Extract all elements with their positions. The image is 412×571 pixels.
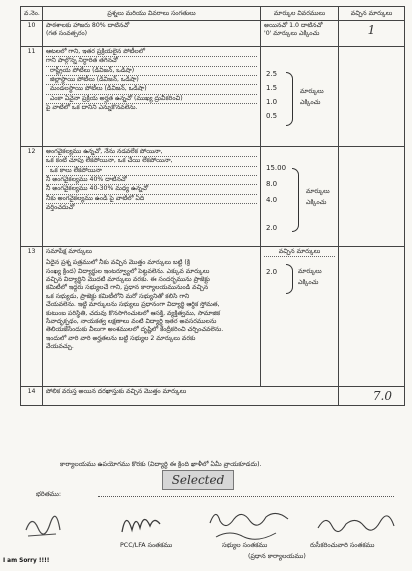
member-signature-icon xyxy=(206,505,292,543)
total-marks: 7.0 xyxy=(372,389,392,403)
office-caption: (ప్రధాన కార్యాలయము) xyxy=(248,553,306,560)
row-score-details xyxy=(261,247,339,387)
question-line: సంఖ్య క్రింద) విద్యార్థుల ఇంటర్వ్యూలో పెట్టవలెను. ఎక్కువ మార్కులు xyxy=(46,267,210,275)
score-value: 1.5 xyxy=(266,84,278,92)
signature-caption: సభ్యుల సంతకము xyxy=(222,542,268,549)
detail-line: '0' మార్కులు ఎక్కించు xyxy=(264,30,320,38)
row-number: 10 xyxy=(21,21,43,47)
side-label: మార్కులు xyxy=(300,88,324,95)
question-line: సేవాదృక్పథం, నాయకత్వ లక్షణాలు వంటి విద్యార్థి ఇతర అవసరములను xyxy=(46,317,217,325)
score-value: 2.0 xyxy=(266,224,278,232)
bracket-icon xyxy=(286,72,293,126)
question-line: ఒక కంటి చూపు లేకపోయినా, ఒక చేయి లేకపోయినా, xyxy=(46,157,257,166)
question-line: గాని పాల్గొన్న నిర్ధారిత తగినచో xyxy=(46,57,257,66)
header-score-details: మార్కుల వివరములు xyxy=(261,7,339,21)
approver-signature-icon xyxy=(314,510,396,536)
question-line: పై వాటిలో ఒక దానిని ఎన్నుకొనవలెను. xyxy=(46,104,138,112)
row-score-details xyxy=(261,47,339,147)
header-no: వ.నెం. xyxy=(21,7,43,21)
remarks-line xyxy=(98,496,394,497)
question-line: పాఠశాలకు హాజరు 80% దాటినచో xyxy=(46,22,130,29)
question-line: జిల్లాస్థాయి పోటీలు (డివిజన్, ఒడిషా) xyxy=(46,76,257,85)
watermark-text: I am Sorry !!!! xyxy=(3,558,50,564)
question-heading: సమాపేక్ష మార్కులు xyxy=(46,248,92,255)
header-given-marks: వచ్చిన మార్కులు xyxy=(339,7,405,21)
bracket-icon xyxy=(292,168,299,232)
score-value: 15.00 xyxy=(266,164,287,172)
question-line: కమిటీలో ఇద్దరు సభ్యులచే గాని, ప్రధాన కార్యాలయమునుండి వచ్చిన xyxy=(46,284,209,292)
row-given-marks xyxy=(339,147,405,247)
selected-stamp: Selected xyxy=(162,470,234,490)
side-label: ఎక్కించు xyxy=(298,279,319,287)
score-value: 2.0 xyxy=(266,268,278,276)
question-line: మండలస్థాయి పోటీలు (డివిజన్, ఒడిషా) xyxy=(46,85,257,94)
office-use-note: కార్యాలయము ఉపయోగము కొరకు (విద్యార్థి ఈ క్రింది ఖాళీలో ఏమీ వ్రాయకూడదు). xyxy=(60,461,262,468)
side-label: మార్కులు xyxy=(298,268,322,275)
question-line: వేయవచ్చు. xyxy=(46,342,74,350)
details-subheader: వచ్చిన మార్కులు xyxy=(264,248,335,257)
table-row xyxy=(21,147,405,247)
question-line: నీ అంగవైకల్యము 40% దాటినచో xyxy=(46,176,257,185)
question-line: నీ అంగవైకల్యము 40-30% మధ్య ఉన్నచో xyxy=(46,185,257,194)
question-line: తెలియజేసేందుకు వీలుగా అంశములలో దృష్టిలో కేంద్రీకరించి చర్చించవలెను. xyxy=(46,326,224,334)
question-line: రాష్ట్రీయ పోటీలు (డివిజన్, ఒడిషా) xyxy=(46,67,257,76)
signature-caption: PCC/LFA సంతకము xyxy=(120,542,173,549)
row-number: 14 xyxy=(21,387,43,406)
score-value: 8.0 xyxy=(266,180,278,188)
marks-table xyxy=(20,6,405,406)
question-line: (గత సంవత్సరం) xyxy=(46,30,88,38)
score-value: 2.5 xyxy=(266,70,278,78)
row-score-details xyxy=(261,21,339,47)
row-given-marks xyxy=(339,387,405,406)
question-line: అంగవైకల్యము ఉన్నచో, నేను నడవలేక పోయినా, xyxy=(46,148,257,157)
pcc-signature-icon xyxy=(118,508,164,536)
question-line: చేయవలెను. ఇట్టి మార్కులను సభ్యులు ప్రధానంగా విద్యార్థి ఆర్థిక స్తోమత, xyxy=(46,301,220,309)
handwritten-mark: 1 xyxy=(367,23,376,37)
row-question xyxy=(43,21,261,47)
score-value: 0.5 xyxy=(266,112,278,120)
row-number: 12 xyxy=(21,147,43,247)
question-line: వచ్చిన విద్యార్థిని మొదటి మార్కులు వరకు. ఈ సందర్భమును ప్రాజెక్టు xyxy=(46,276,210,284)
row-question xyxy=(43,247,261,387)
row-question xyxy=(43,387,339,406)
header-question: ప్రశ్నలు మరియు వివరాలు సంగతులు xyxy=(43,7,261,21)
table-row xyxy=(21,387,405,406)
question-line: ఒక సభ్యుడు, ప్రాజెక్టు కమిటీలోని మరో సభ్యునితో కలిసి గాని xyxy=(46,292,190,300)
question-line: కుటుంబ పరిస్థితి, చదువు కొనసాగించుటలో ఆసక్తి, వ్యక్తిత్వము, సామాజిక xyxy=(46,309,221,317)
row-given-marks xyxy=(339,47,405,147)
row-number: 11 xyxy=(21,47,43,147)
row-given-marks xyxy=(339,247,405,387)
question-line: ఎంకా ఏవైనా ప్రక్రియ అర్హత ఉన్నచో (ముఖ్య ద్రువీకరించి) xyxy=(46,95,257,104)
table-row xyxy=(21,247,405,387)
side-label: మార్కులు xyxy=(306,188,330,195)
row-given-marks xyxy=(339,21,405,47)
question-line: పోలిక వరుస్త అయిన దరఖాస్తుకు వచ్చిన మొత్తం మార్కులు xyxy=(46,388,187,395)
question-line: ఒక కాలు లేకపోయినా xyxy=(46,167,257,176)
row-question xyxy=(43,47,261,147)
table-row xyxy=(21,47,405,147)
bracket-icon xyxy=(286,264,293,294)
question-line: ఏదైన ప్రశ్న పత్రములో నీకు వచ్చిన మొత్తం మార్కులు బట్టి (క్రి xyxy=(46,259,191,267)
question-line: ఇందులో వారి వారి అర్హతలను బట్టి సభ్యుల 2 మార్కులు వరకు xyxy=(46,334,196,342)
detail-line: అయినచో 1.0 దాటినచో xyxy=(264,22,323,29)
table-row xyxy=(21,21,405,47)
remarks-label: భరితము: xyxy=(36,490,62,498)
question-line: నీకు అంగవైకల్యము ఉండి పై వాటిలో ఏది xyxy=(46,195,257,204)
question-line: ఆటలలో గాని, ఇతర ప్రక్రియలైన పోటీలలో xyxy=(46,48,257,57)
score-value: 4.0 xyxy=(266,196,278,204)
date-scribble-icon xyxy=(22,510,62,540)
side-label: ఎక్కించు xyxy=(306,199,327,207)
question-line: వర్తించదుచో xyxy=(46,204,75,212)
row-number: 13 xyxy=(21,247,43,387)
row-score-details xyxy=(261,147,339,247)
row-question xyxy=(43,147,261,247)
side-label: ఎక్కించు xyxy=(300,99,321,107)
table-header-row xyxy=(21,7,405,21)
signature-caption: రుసీకరించువారి సంతకము xyxy=(310,542,375,549)
score-value: 1.0 xyxy=(266,98,278,106)
